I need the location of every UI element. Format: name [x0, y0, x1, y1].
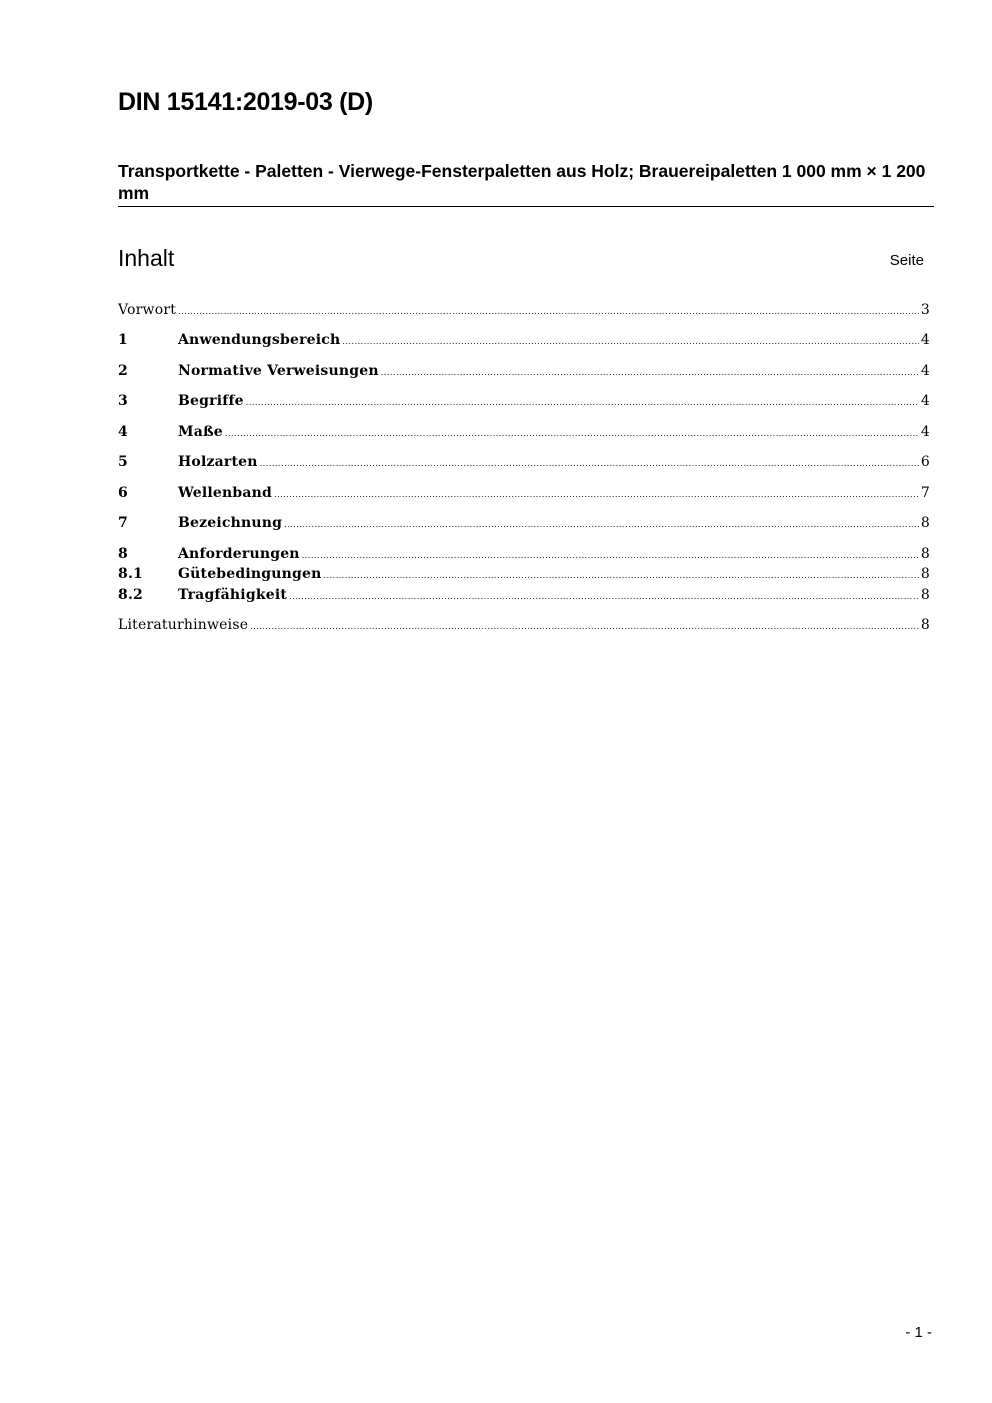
- toc-entry-2[interactable]: [118, 363, 930, 383]
- toc-entry-number: 3: [118, 393, 128, 409]
- toc-entry-label: Maße: [178, 424, 223, 440]
- toc-entry-number: 2: [118, 363, 128, 379]
- toc-entry-6[interactable]: [118, 485, 930, 505]
- toc-entry-bibliography[interactable]: [118, 617, 930, 637]
- toc-entry-label: Begriffe: [178, 393, 244, 409]
- toc-dot-leader: [284, 515, 919, 531]
- toc-dot-leader: [274, 485, 919, 501]
- toc-entry-7[interactable]: [118, 515, 930, 535]
- toc-dot-leader: [178, 302, 919, 318]
- toc-entry-4[interactable]: [118, 424, 930, 444]
- toc-entry-page: 4: [920, 393, 930, 409]
- toc-entry-number: 8: [118, 546, 128, 562]
- toc-dot-leader: [381, 363, 919, 379]
- toc-entry-number: 8.2: [118, 587, 143, 603]
- toc-entry-number: 6: [118, 485, 128, 501]
- toc-entry-page: 4: [920, 363, 930, 379]
- toc-entry-8-1[interactable]: [118, 566, 930, 586]
- toc-entry-page: 7: [920, 485, 930, 501]
- toc-dot-leader: [246, 393, 919, 409]
- toc-entry-number: 5: [118, 454, 128, 470]
- toc-entry-page: 8: [920, 515, 930, 531]
- toc-entry-page: 8: [920, 617, 930, 633]
- toc-dot-leader: [342, 332, 918, 348]
- toc-entry-label: Holzarten: [178, 454, 258, 470]
- toc-entry-label: Gütebedingungen: [178, 566, 322, 582]
- toc-page-column-label: Seite: [889, 252, 924, 269]
- toc-entry-3[interactable]: [118, 393, 930, 413]
- footer-page-number: - 1 -: [905, 1324, 932, 1341]
- toc-dot-leader: [225, 424, 919, 440]
- document-id: DIN 15141:2019-03 (D): [118, 88, 373, 116]
- toc-entry-8-2[interactable]: [118, 587, 930, 607]
- toc-dot-leader: [250, 617, 919, 633]
- toc-entry-label: Vorwort: [118, 302, 177, 318]
- toc-entry-label: Anforderungen: [178, 546, 300, 562]
- toc-entry-label: Anwendungsbereich: [178, 332, 341, 348]
- document-title: Transportkette - Paletten - Vierwege-Fensterpaletten aus Holz; Brauereipaletten 1 000 mm × 1 200 mm: [118, 161, 926, 203]
- toc-entry-number: 7: [118, 515, 128, 531]
- toc-entry-page: 4: [920, 424, 930, 440]
- toc-entry-number: 1: [118, 332, 128, 348]
- toc-entry-8[interactable]: [118, 546, 930, 566]
- toc-entry-page: 8: [920, 587, 930, 603]
- toc-entry-number: 4: [118, 424, 128, 440]
- toc-dot-leader: [324, 566, 919, 582]
- toc-dot-leader: [260, 454, 919, 470]
- toc-entry-page: 3: [920, 302, 930, 318]
- toc-entry-label: Literaturhinweise: [118, 617, 249, 633]
- toc-heading: Inhalt: [118, 245, 175, 271]
- title-divider: [118, 206, 934, 207]
- toc-entry-page: 8: [920, 546, 930, 562]
- toc-entry-label: Wellenband: [178, 485, 273, 501]
- toc-entry-page: 4: [920, 332, 930, 348]
- toc-entry-number: 8.1: [118, 566, 143, 582]
- toc-entry-5[interactable]: [118, 454, 930, 474]
- toc-entry-label: Normative Verweisungen: [178, 363, 379, 379]
- toc-entry-label: Tragfähigkeit: [178, 587, 288, 603]
- toc-dot-leader: [289, 587, 919, 603]
- toc-entry-foreword[interactable]: [118, 302, 930, 322]
- toc-entry-label: Bezeichnung: [178, 515, 283, 531]
- toc-entry-page: 8: [920, 566, 930, 582]
- toc-entry-page: 6: [920, 454, 930, 470]
- toc-dot-leader: [302, 546, 919, 562]
- toc-entry-1[interactable]: [118, 332, 930, 352]
